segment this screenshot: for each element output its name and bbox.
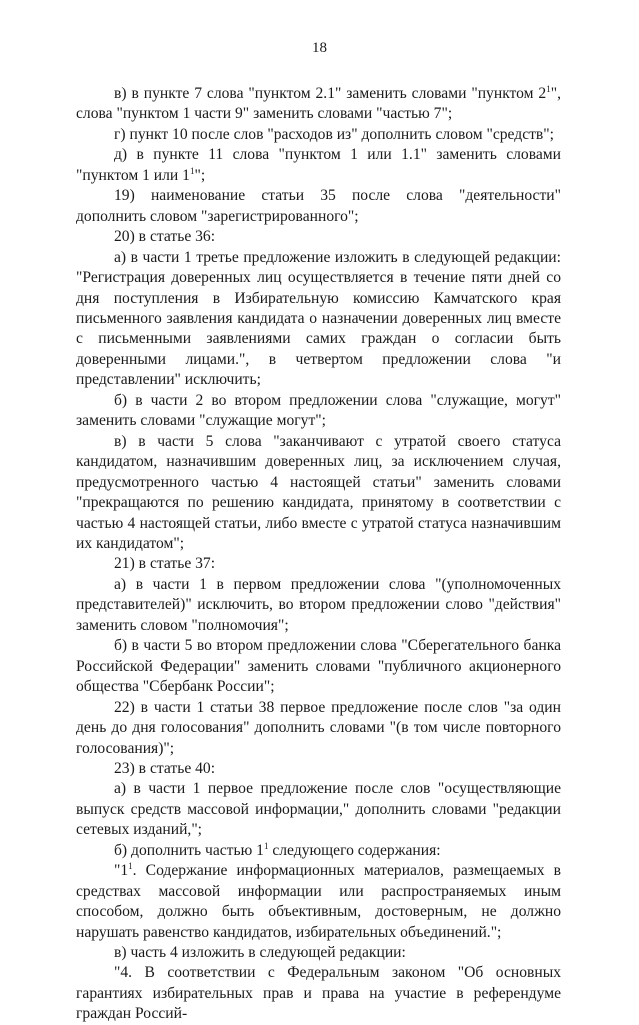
paragraph-p05: 20) в статье 36: [114,228,216,246]
paragraph-p09: 21) в статье 37: [114,555,216,573]
paragraph-p15: б) дополнить частью $1^1$ следующего содержания: [114,840,441,859]
paragraph-p06: а) в части 1 третье предложение изложить в следующей редакции: "Регистрация доверенных лиц осуществляется в течение пяти дней со дня поступления в Избирательную комиссию Камчатского края письменного заявления кандидата о назначении доверенных лиц вместе с письменными заявлениями самих граждан о согласии быть доверенными лицами.", в четвертом предложении слова "и представлении" исключить; [76,248,561,389]
paragraph-p07: б) в части 2 во втором предложении слова "служащие, могут" заменить словами "служащие могут"; [76,391,561,430]
paragraph-p03: д) в пункте 11 слова "пунктом 1 или 1.1" заменить словами "пунктом 1 или $1^1$"; [76,146,561,184]
paragraph-p18: "4. В соответствии с Федеральным законом "Об основных гарантиях избирательных прав и права на участие в референдуме граждан Россий- [76,964,561,1023]
paragraph-p13: 23) в статье 40: [114,759,216,777]
paragraph-p16: "$1^1$. Содержание информационных материалов, размещаемых в средствах массовой информации или распространяемых иным способом, должно быть объективным, достоверным, не должно нарушать равенство кандидатов, избирательных объединений."; [76,861,561,941]
paragraph-p04: 19) наименование статьи 35 после слова "деятельности" дополнить словом "зарегистрированного"; [76,187,561,225]
paragraph-p11: б) в части 5 во втором предложении слова "Сберегательного банка Российской Федерации" заменить словами "публичного акционерного общества "Сбербанк России"; [76,637,561,696]
page-number: 18 [312,40,327,56]
document-body [76,84,561,1025]
paragraph-p17: в) часть 4 изложить в следующей редакции: [114,944,406,962]
paragraph-p01: в) в пункте 7 слова "пунктом 2.1" заменить словами "пунктом $2^1$", слова "пунктом 1 части 9" заменить словами "частью 7"; [76,84,561,123]
paragraph-p02: г) пункт 10 после слов "расходов из" дополнить словом "средств"; [114,125,554,143]
paragraph-p14: а) в части 1 первое предложение после слов "осуществляющие выпуск средств массовой информации," дополнить словами "редакции сетевых изданий,"; [76,780,561,839]
paragraph-p08: в) в части 5 слова "заканчивают с утратой своего статуса кандидатом, назначившим доверенных лиц, за исключением случая, предусмотренного частью 4 настоящей статьи" заменить словами "прекращаются по решению кандидата, принятому в соответствии с частью 4 настоящей статьи, либо вместе с утратой статуса назначившим их кандидатом"; [76,432,561,552]
paragraph-p12: 22) в части 1 статьи 38 первое предложение после слов "за один день до дня голосования" дополнить словами "(в том числе повторного голосования)"; [76,698,561,757]
paragraph-p10: а) в части 1 в первом предложении слова "(уполномоченных представителей)" исключить, во втором предложении слово "действия" заменить словом "полномочия"; [76,575,561,634]
